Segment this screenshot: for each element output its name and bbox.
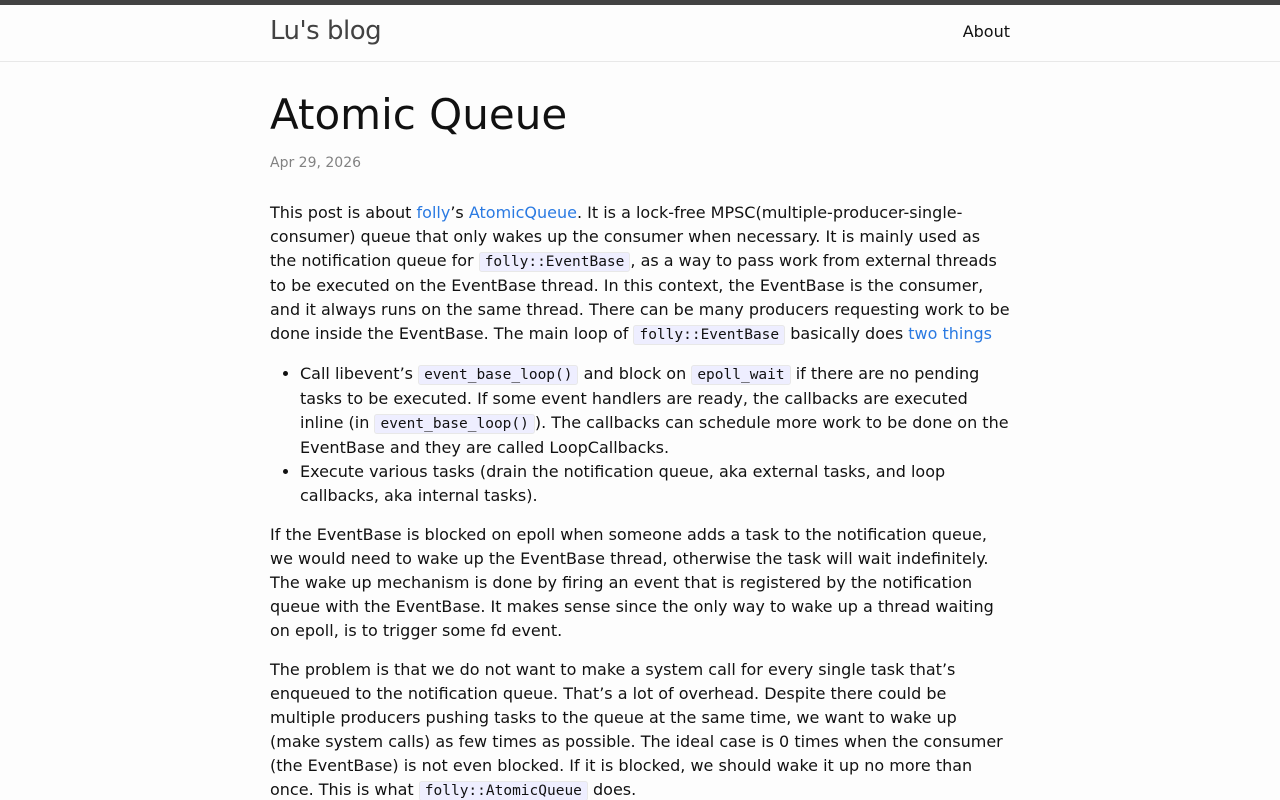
site-header — [0, 5, 1280, 62]
inline-code: folly::EventBase — [479, 252, 631, 272]
text-span: does. — [587, 780, 637, 799]
post-main — [270, 62, 1010, 800]
list-item — [300, 362, 1010, 460]
text-span: The problem is that we do not want to make a system call for every single task that’s enqueued to the notification queue. That’s a lot of overhead. Despite there could be multiple producers pushing tasks to the queue at the same time, we want to wake up (make system calls) as few times as possible. The ideal case is 0 times when the consumer (the EventBase) is not even blocked. If it is blocked, we should wake it up no more than once. This is what — [270, 660, 1003, 799]
list-item: • Execute various tasks (drain the notification queue, aka external tasks, and loop callbacks, aka internal tasks). — [300, 460, 1010, 508]
text-span: basically does — [785, 324, 909, 343]
text-span: This post is about — [270, 203, 417, 222]
inline-code: folly::EventBase — [633, 325, 785, 345]
text-span: ). The callbacks can schedule more work to be done on the EventBase and they are called LoopCallbacks. — [300, 413, 1009, 457]
wakeup-paragraph: If the EventBase is blocked on epoll when someone adds a task to the notification queue, we would need to wake up the EventBase thread, otherwise the task will wait indefinitely. The wake up mechanism is done by firing an event that is registered by the notification queue with the EventBase. It makes sense since the only way to wake up a thread waiting on epoll, is to trigger some fd event. — [270, 525, 994, 640]
text-span: , as a way to pass work from external threads to be executed on the EventBase thread. In this context, the EventBase is the consumer, and it always runs on the same thread. There can be many producers requesting work to be done inside the EventBase. The main loop of — [270, 251, 1010, 343]
inline-code: event_base_loop() — [374, 414, 534, 434]
intro-paragraph — [270, 201, 1010, 347]
text-span: and block on — [578, 364, 692, 383]
problem-paragraph — [270, 658, 1010, 800]
nav-about-link[interactable]: About — [962, 22, 1010, 41]
post-article — [270, 62, 1010, 800]
two-things-link[interactable]: two things — [908, 324, 992, 343]
post-date: Apr 29, 2026 — [270, 155, 362, 171]
inline-code: event_base_loop() — [418, 365, 578, 385]
text-span: if there are no pending tasks to be executed. If some event handlers are ready, the callbacks are executed inline (in — [300, 364, 980, 432]
text-span: . It is a lock-free MPSC(multiple-producer-single-consumer) queue that only wakes up the consumer when necessary. It is mainly used as the notification queue for — [270, 203, 981, 270]
inline-code: epoll_wait — [691, 365, 790, 385]
post-title: Atomic Queue — [270, 90, 568, 139]
bullet-list — [270, 362, 1010, 508]
inline-code: folly::AtomicQueue — [419, 781, 588, 800]
post-content — [270, 201, 1010, 800]
folly-link[interactable]: folly — [416, 203, 451, 222]
text-span: ’s — [450, 203, 469, 222]
atomicqueue-link[interactable]: AtomicQueue — [468, 203, 577, 222]
site-title-link[interactable]: Lu's blog — [270, 16, 382, 46]
text-span: Call libevent’s — [300, 364, 419, 383]
